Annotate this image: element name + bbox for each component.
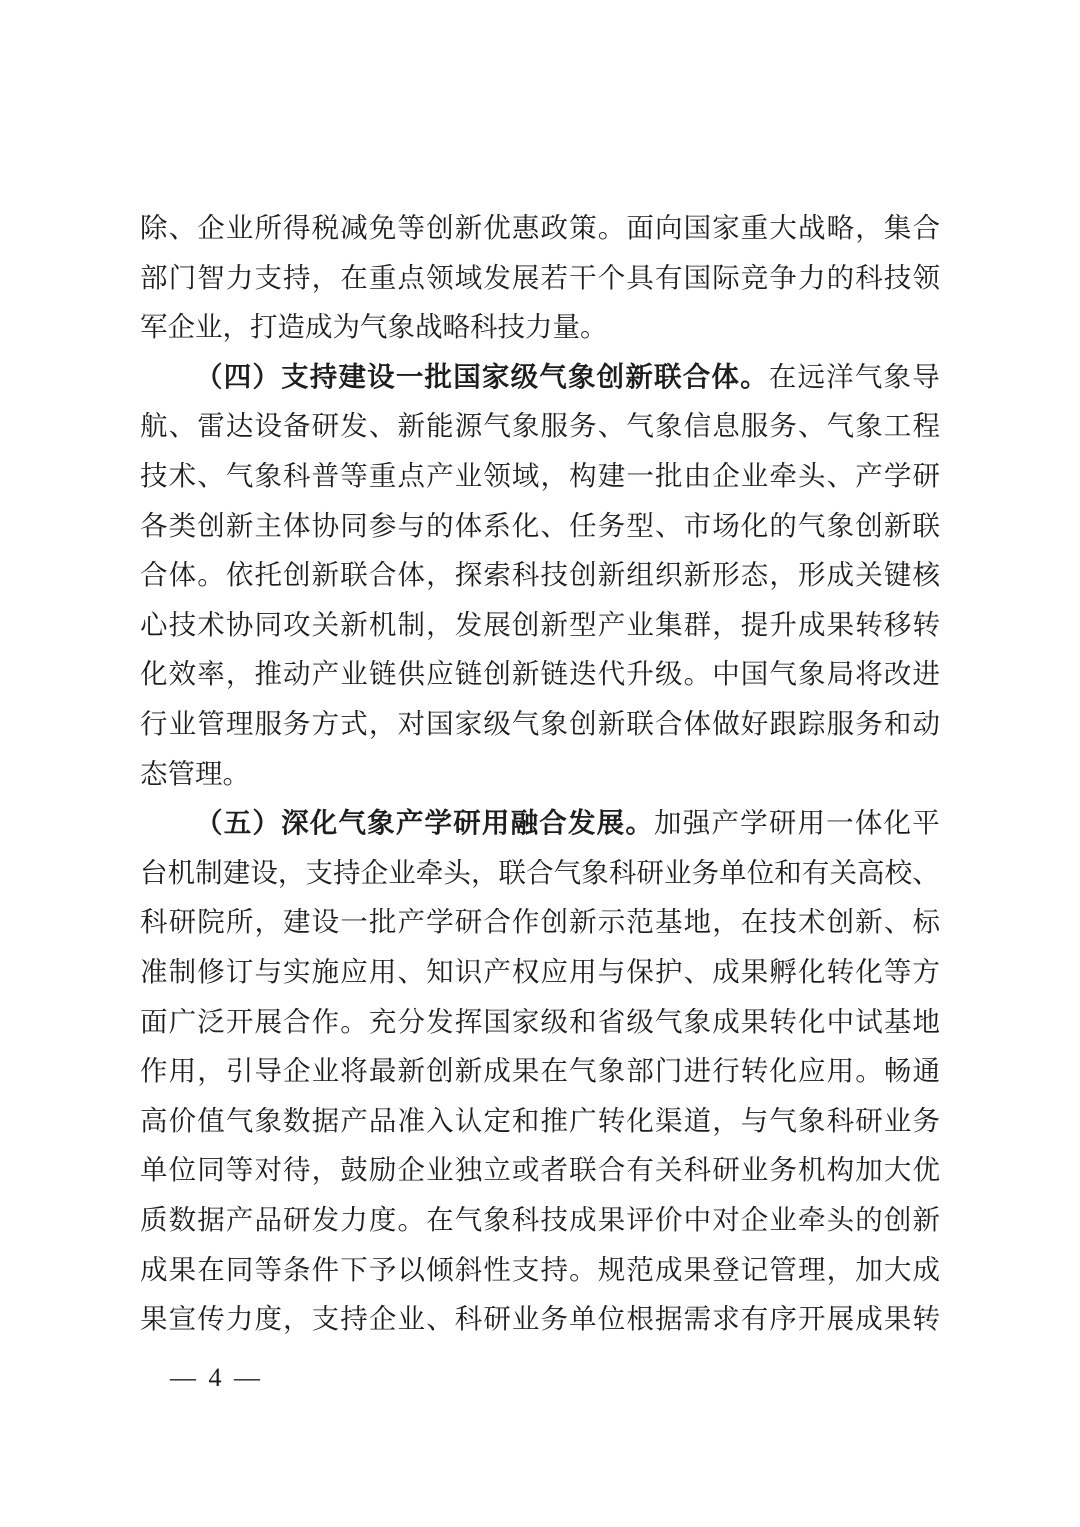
- paragraph-line: 作 用 ， 引 导 企 业 将 最 新 创 新 成 果 在 气 象 部 门 进 行 转 化 应 用 。 畅 通: [140, 1055, 940, 1087]
- paragraph-line: 台 机 制 建 设 ， 支 持 企 业 牵 头 ， 联 合 气 象 科 研 业 务 单 位 和 有 关 高 校 、: [140, 856, 940, 888]
- paragraph-line: 面 广 泛 开 展 合 作 。 充 分 发 挥 国 家 级 和 省 级 气 象 成 果 转 化 中 试 基 地: [140, 1005, 940, 1037]
- paragraph-line: 单 位 同 等 对 待 ， 鼓 励 企 业 独 立 或 者 联 合 有 关 科 研 业 务 机 构 加 大 优: [140, 1154, 940, 1186]
- paragraph-line: 行 业 管 理 服 务 方 式 ， 对 国 家 级 气 象 创 新 联 合 体 做 好 跟 踪 服 务 和 动: [140, 707, 940, 739]
- paragraph-line: 质 数 据 产 品 研 发 力 度 。 在 气 象 科 技 成 果 评 价 中 对 企 业 牵 头 的 创 新: [140, 1203, 940, 1235]
- paragraph-line: 各 类 创 新 主 体 协 同 参 与 的 体 系 化 、 任 务 型 、 市 场 化 的 气 象 创 新 联: [140, 509, 940, 541]
- paragraph-line: 除 、 企 业 所 得 税 减 免 等 创 新 优 惠 政 策 。 面 向 国 家 重 大 战 略 ， 集 合: [140, 212, 940, 244]
- paragraph-line: 合 体 。 依 托 创 新 联 合 体 ， 探 索 科 技 创 新 组 织 新 形 态 ， 形 成 关 键 核: [140, 559, 940, 591]
- paragraph-line: 科 研 院 所 ， 建 设 一 批 产 学 研 合 作 创 新 示 范 基 地 ， 在 技 术 创 新 、 标: [140, 906, 940, 938]
- paragraph-line: 果 宣 传 力 度 ， 支 持 企 业 、 科 研 业 务 单 位 根 据 需 求 有 序 开 展 成 果 转: [140, 1303, 940, 1335]
- paragraph-line: 化 效 率 ， 推 动 产 业 链 供 应 链 创 新 链 迭 代 升 级 。 中 国 气 象 局 将 改 进: [140, 658, 940, 690]
- paragraph-line: 航 、 雷 达 设 备 研 发 、 新 能 源 气 象 服 务 、 气 象 信 息 服 务 、 气 象 工 程: [140, 410, 940, 442]
- document-body-text: [140, 203, 940, 1344]
- paragraph-line: 高 价 值 气 象 数 据 产 品 准 入 认 定 和 推 广 转 化 渠 道 ， 与 气 象 科 研 业 务: [140, 1104, 940, 1136]
- paragraph-line: 成 果 在 同 等 条 件 下 予 以 倾 斜 性 支 持 。 规 范 成 果 登 记 管 理 ， 加 大 成: [140, 1253, 940, 1285]
- paragraph-line: 军 企 业 ， 打 造 成 为 气 象 战 略 科 技 力 量 。: [140, 311, 608, 343]
- paragraph-line: 态 管 理 。: [140, 757, 250, 789]
- paragraph-line: 心 技 术 协 同 攻 关 新 机 制 ， 发 展 创 新 型 产 业 集 群 ， 提 升 成 果 转 移 转: [140, 608, 940, 640]
- paragraph-line: 技 术 、 气 象 科 普 等 重 点 产 业 领 域 ， 构 建 一 批 由 企 业 牵 头 、 产 学 研: [140, 460, 940, 492]
- paragraph-line-with-heading: （ 五 ） 深 化 气 象 产 学 研 用 融 合 发 展 。 加 强 产 学 研 用 一 体 化 平: [195, 807, 940, 839]
- paragraph-line-with-heading: （ 四 ） 支 持 建 设 一 批 国 家 级 气 象 创 新 联 合 体 。 在 远 洋 气 象 导: [195, 360, 940, 392]
- page-footer: [170, 1363, 263, 1393]
- paragraph-line: 准 制 修 订 与 实 施 应 用 、 知 识 产 权 应 用 与 保 护 、 成 果 孵 化 转 化 等 方: [140, 955, 940, 987]
- page-number: — 4 —: [170, 1363, 263, 1392]
- paragraph-line: 部 门 智 力 支 持 ， 在 重 点 领 域 发 展 若 干 个 具 有 国 际 竞 争 力 的 科 技 领: [140, 261, 940, 293]
